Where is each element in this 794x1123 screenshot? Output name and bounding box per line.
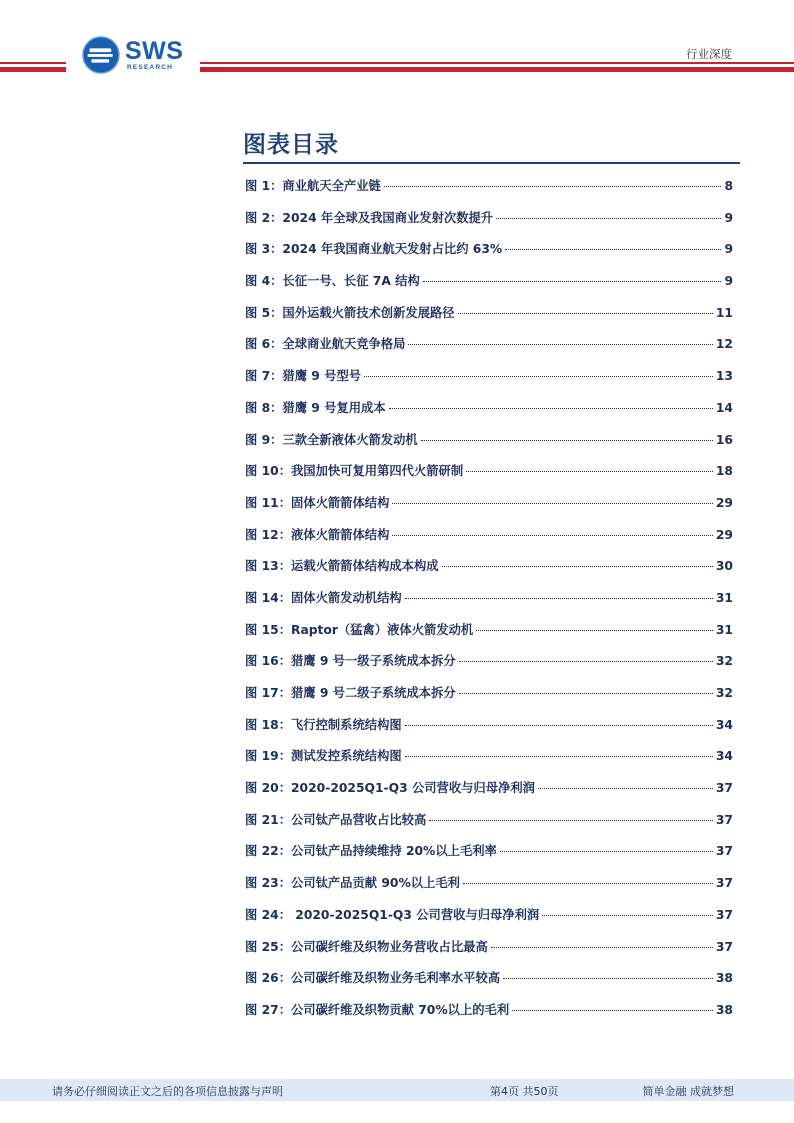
toc-entry[interactable] [245, 556, 733, 588]
toc-entry[interactable] [245, 778, 733, 810]
toc-entry-page: 34 [715, 749, 733, 764]
toc-entry-label: 图 19：测试发控系统结构图 [245, 749, 402, 764]
toc-entry-page: 30 [715, 559, 733, 574]
toc-entry[interactable] [245, 968, 733, 1000]
toc-entry-label: 图 14：固体火箭发动机结构 [245, 590, 402, 605]
header-rule [200, 67, 794, 72]
toc-entry[interactable] [245, 208, 733, 240]
toc-entry[interactable] [245, 461, 733, 493]
toc-entry-page: 31 [715, 622, 733, 637]
toc-entry[interactable] [245, 366, 733, 398]
toc-entry-page: 32 [715, 686, 733, 700]
toc-entry[interactable] [245, 683, 733, 715]
toc-leader-dots [421, 440, 713, 441]
toc-entry[interactable] [245, 493, 733, 525]
toc-entry-label: 图 11：固体火箭箭体结构 [245, 495, 390, 510]
toc-entry-label: 图 2：2024 年全球及我国商业发射次数提升 [245, 210, 494, 225]
toc-leader-dots [538, 788, 713, 789]
toc-entry-page: 11 [715, 305, 733, 320]
toc-leader-dots [405, 725, 713, 726]
toc-entry-page: 32 [715, 654, 733, 669]
page-title: 图表目录 [243, 132, 339, 158]
toc-entry-page: 37 [715, 876, 733, 891]
toc-entry-page: 37 [715, 781, 733, 796]
toc-entry-page: 14 [715, 400, 733, 415]
toc-leader-dots [405, 598, 713, 599]
toc-entry-label: 图 16：猎鹰 9 号一级子系统成本拆分 [245, 654, 456, 669]
toc-entry-label: 图 9：三款全新液体火箭发动机 [245, 432, 418, 447]
toc-entry-label: 图 6：全球商业航天竞争格局 [245, 337, 406, 352]
toc-entry-page: 9 [724, 274, 733, 289]
logo-subtitle: RESEARCH [127, 64, 174, 71]
title-divider [243, 162, 740, 164]
toc-entry-label: 图 5：国外运载火箭技术创新发展路径 [245, 305, 455, 320]
toc-entry-label: 图 13：运载火箭箭体结构成本构成 [245, 559, 439, 574]
toc-leader-dots [389, 408, 713, 409]
toc-entry[interactable] [245, 937, 733, 969]
toc-entry-page: 38 [715, 971, 733, 986]
toc-entry-page: 37 [715, 907, 733, 922]
toc-entry-page: 38 [715, 1002, 733, 1017]
toc-entry-label: 图 24： 2020-2025Q1-Q3 公司营收与归母净利润 [245, 907, 540, 922]
toc-entry-label: 图 27：公司碳纤维及织物贡献 70%以上的毛利 [245, 1002, 510, 1017]
toc-leader-dots [459, 693, 713, 694]
toc-entry-label: 图 17：猎鹰 9 号二级子系统成本拆分 [245, 686, 456, 700]
toc-leader-dots [496, 218, 721, 219]
toc-entry[interactable] [245, 746, 733, 778]
toc-leader-dots [405, 756, 713, 757]
toc-entry-page: 37 [715, 939, 733, 954]
toc-entry-label: 图 3：2024 年我国商业航天发射占比约 63% [245, 242, 503, 257]
toc-entry-label: 图 15：Raptor（猛禽）液体火箭发动机 [245, 622, 474, 637]
toc-entry[interactable] [245, 271, 733, 303]
footer-disclaimer: 请务必仔细阅读正文之后的各项信息披露与声明 [52, 1085, 283, 1098]
toc-entry-label: 图 1：商业航天全产业链 [245, 179, 381, 193]
toc-entry[interactable] [245, 620, 733, 652]
toc-entry-label: 图 8：猎鹰 9 号复用成本 [245, 400, 386, 415]
report-type-tag: 行业深度 [686, 47, 732, 61]
toc-entry-label: 图 25：公司碳纤维及织物业务营收占比最高 [245, 939, 488, 954]
toc-entry-label: 图 12：液体火箭箭体结构 [245, 527, 390, 542]
toc-entry-label: 图 21：公司钛产品营收占比较高 [245, 812, 427, 827]
toc-leader-dots [463, 883, 713, 884]
page-footer [0, 1079, 794, 1101]
toc-entry-page: 37 [715, 812, 733, 827]
toc-entry[interactable] [245, 303, 733, 335]
toc-leader-dots [459, 661, 713, 662]
figure-list [245, 176, 733, 1032]
toc-entry-page: 9 [724, 210, 733, 225]
toc-entry[interactable] [245, 715, 733, 747]
toc-leader-dots [500, 851, 713, 852]
toc-leader-dots [512, 1010, 713, 1011]
toc-entry[interactable] [245, 841, 733, 873]
toc-entry-label: 图 23：公司钛产品贡献 90%以上毛利 [245, 876, 460, 891]
toc-leader-dots [392, 535, 713, 536]
toc-leader-dots [466, 471, 713, 472]
toc-entry[interactable] [245, 651, 733, 683]
toc-entry-page: 9 [724, 242, 733, 257]
toc-entry-label: 图 20：2020-2025Q1-Q3 公司营收与归母净利润 [245, 781, 535, 796]
toc-entry-page: 16 [715, 432, 733, 447]
toc-entry[interactable] [245, 1000, 733, 1032]
sws-logo [82, 36, 183, 74]
sws-logo-icon [82, 36, 120, 74]
toc-entry-page: 18 [715, 464, 733, 479]
toc-entry-page: 37 [715, 844, 733, 859]
toc-entry[interactable] [245, 873, 733, 905]
toc-leader-dots [429, 820, 713, 821]
toc-entry[interactable] [245, 239, 733, 271]
toc-entry-page: 31 [715, 590, 733, 605]
toc-entry-label: 图 22：公司钛产品持续维持 20%以上毛利率 [245, 844, 497, 859]
toc-entry-label: 图 26：公司碳纤维及织物业务毛利率水平较高 [245, 971, 501, 986]
toc-leader-dots [491, 947, 713, 948]
toc-entry-page: 34 [715, 717, 733, 732]
toc-entry-label: 图 4：长征一号、长征 7A 结构 [245, 274, 420, 289]
toc-leader-dots [505, 249, 721, 250]
toc-entry-label: 图 10：我国加快可复用第四代火箭研制 [245, 464, 464, 479]
logo-wordmark: SWS [125, 37, 184, 65]
toc-entry[interactable] [245, 810, 733, 842]
header-rule [0, 67, 66, 72]
toc-leader-dots [503, 978, 713, 979]
toc-entry[interactable] [245, 334, 733, 366]
toc-entry[interactable] [245, 588, 733, 620]
toc-entry[interactable] [245, 430, 733, 462]
toc-leader-dots [458, 313, 713, 314]
toc-entry-page: 13 [715, 369, 733, 384]
toc-entry[interactable] [245, 525, 733, 557]
toc-leader-dots [408, 344, 712, 345]
toc-leader-dots [423, 281, 722, 282]
toc-entry-page: 12 [715, 337, 733, 352]
toc-entry-label: 图 18：飞行控制系统结构图 [245, 717, 402, 732]
header-rule [200, 62, 794, 64]
toc-entry-page: 29 [715, 527, 733, 542]
toc-leader-dots [364, 376, 713, 377]
toc-leader-dots [392, 503, 713, 504]
toc-entry[interactable] [245, 176, 733, 208]
header-rule [0, 62, 66, 64]
toc-entry[interactable] [245, 905, 733, 937]
toc-leader-dots [542, 915, 713, 916]
toc-entry-label: 图 7：猎鹰 9 号型号 [245, 369, 362, 384]
toc-entry-page: 8 [724, 179, 733, 193]
toc-leader-dots [442, 566, 713, 567]
toc-entry-page: 29 [715, 495, 733, 510]
toc-entry[interactable] [245, 398, 733, 430]
toc-leader-dots [476, 630, 713, 631]
toc-leader-dots [384, 186, 722, 187]
footer-page-number: 第4页 共50页 [490, 1085, 559, 1098]
footer-slogan: 简单金融 成就梦想 [642, 1085, 734, 1098]
